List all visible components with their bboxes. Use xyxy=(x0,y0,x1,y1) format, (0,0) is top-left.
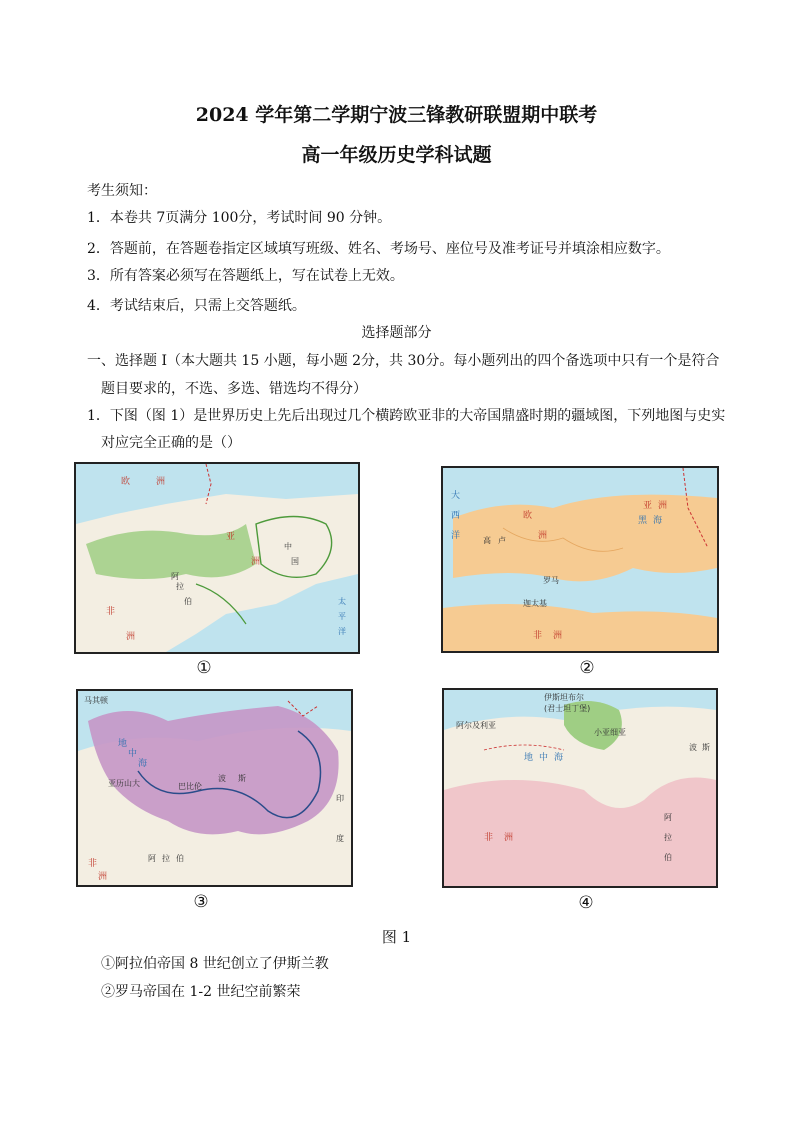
svg-text:洋: 洋 xyxy=(338,627,346,636)
map-3-caption: ③ xyxy=(193,892,209,912)
svg-text:罗马: 罗马 xyxy=(543,576,559,585)
svg-text:洲: 洲 xyxy=(156,477,166,487)
section-instruction-2: 题目要求的，不选、多选、错选均不得分） xyxy=(101,381,367,397)
svg-text:非: 非 xyxy=(533,631,543,641)
svg-text:亚: 亚 xyxy=(643,501,653,511)
svg-text:洲: 洲 xyxy=(658,501,668,511)
svg-text:非: 非 xyxy=(484,833,494,843)
section-instruction-1: 一、选择题 I（本大题共 15 小题，每小题 2分，共 30分。每小题列出的四个备选项中只有一个是符合 xyxy=(87,353,720,369)
svg-text:洲: 洲 xyxy=(538,531,548,541)
svg-text:伯: 伯 xyxy=(664,853,672,862)
svg-text:海: 海 xyxy=(138,759,148,769)
notice-item-4: 4．考试结束后，只需上交答题纸。 xyxy=(87,298,306,314)
section-title: 选择题部分 xyxy=(361,325,432,341)
question-1-stem-2: 对应完全正确的是（） xyxy=(101,435,241,451)
notice-item-3: 3．所有答案必须写在答题纸上，写在试卷上无效。 xyxy=(87,268,404,284)
svg-text:拉: 拉 xyxy=(162,854,170,863)
svg-text:洲: 洲 xyxy=(504,833,514,843)
map-1 xyxy=(74,462,360,654)
svg-text:海: 海 xyxy=(653,516,663,526)
svg-text:马其顿: 马其顿 xyxy=(84,696,108,705)
svg-text:地: 地 xyxy=(118,739,128,749)
svg-text:斯: 斯 xyxy=(702,743,710,752)
svg-text:平: 平 xyxy=(338,612,346,621)
svg-text:欧: 欧 xyxy=(523,511,533,521)
question-1-stem-1: 1．下图（图 1）是世界历史上先后出现过几个横跨欧亚非的大帝国鼎盛时期的疆域图，下列地图与史实 xyxy=(87,408,726,424)
svg-text:中: 中 xyxy=(539,753,549,763)
svg-text:海: 海 xyxy=(554,753,564,763)
notice-heading: 考生须知： xyxy=(87,183,157,199)
svg-text:伊斯坦布尔: 伊斯坦布尔 xyxy=(544,693,584,702)
svg-text:中: 中 xyxy=(284,542,292,551)
svg-text:阿: 阿 xyxy=(148,854,156,863)
map-4 xyxy=(442,688,718,888)
notice-item-1: 1．本卷共 7页满分 100分，考试时间 90 分钟。 xyxy=(87,210,392,226)
svg-text:太: 太 xyxy=(338,597,346,606)
svg-text:巴比伦: 巴比伦 xyxy=(178,782,202,791)
svg-text:地: 地 xyxy=(524,753,534,763)
svg-text:伯: 伯 xyxy=(176,854,184,863)
svg-text:伯: 伯 xyxy=(184,597,192,606)
map-4-caption: ④ xyxy=(578,893,594,913)
svg-text:拉: 拉 xyxy=(176,582,184,591)
map1-label: 欧 xyxy=(121,477,131,487)
map-2-caption: ② xyxy=(579,658,595,678)
map-1-caption: ① xyxy=(196,658,212,678)
svg-text:洲: 洲 xyxy=(251,557,261,567)
svg-text:印: 印 xyxy=(336,794,344,803)
map-2 xyxy=(441,466,719,653)
svg-text:迦太基: 迦太基 xyxy=(523,599,547,608)
svg-text:卢: 卢 xyxy=(498,536,506,545)
answer-option-2: ②罗马帝国在 1-2 世纪空前繁荣 xyxy=(101,984,301,1000)
svg-text:亚: 亚 xyxy=(226,532,236,542)
figure-caption: 图 1 xyxy=(381,928,412,946)
svg-text:阿尔及利亚: 阿尔及利亚 xyxy=(456,721,496,730)
svg-text:黑: 黑 xyxy=(638,516,648,526)
svg-text:大: 大 xyxy=(451,491,461,501)
svg-text:波: 波 xyxy=(689,743,697,752)
svg-text:度: 度 xyxy=(336,834,344,843)
svg-text:西: 西 xyxy=(451,511,461,521)
svg-text:非: 非 xyxy=(88,859,98,869)
svg-text:洲: 洲 xyxy=(553,631,563,641)
svg-text:洲: 洲 xyxy=(126,632,136,642)
svg-text:小亚细亚: 小亚细亚 xyxy=(594,728,626,737)
svg-text:高: 高 xyxy=(483,536,491,545)
svg-text:拉: 拉 xyxy=(664,833,672,842)
svg-text:阿: 阿 xyxy=(664,813,672,822)
svg-text:非: 非 xyxy=(106,607,116,617)
svg-text:国: 国 xyxy=(291,557,299,566)
svg-text:亚历山大: 亚历山大 xyxy=(108,779,140,788)
svg-text:洋: 洋 xyxy=(451,531,461,541)
svg-text:中: 中 xyxy=(128,749,138,759)
svg-text:波: 波 xyxy=(218,774,226,783)
page-subtitle: 高一年级历史学科试题 xyxy=(301,144,492,166)
page-title: 2024 学年第二学期宁波三锋教研联盟期中联考 xyxy=(195,104,598,126)
svg-text:(君士坦丁堡): (君士坦丁堡) xyxy=(544,704,591,713)
svg-text:洲: 洲 xyxy=(98,872,108,882)
svg-text:阿: 阿 xyxy=(171,572,179,581)
svg-text:斯: 斯 xyxy=(238,774,246,783)
answer-option-1: ①阿拉伯帝国 8 世纪创立了伊斯兰教 xyxy=(101,956,329,972)
notice-item-2: 2．答题前，在答题卷指定区域填写班级、姓名、考场号、座位号及准考证号并填涂相应数字。 xyxy=(87,241,670,257)
map-3 xyxy=(76,689,353,887)
